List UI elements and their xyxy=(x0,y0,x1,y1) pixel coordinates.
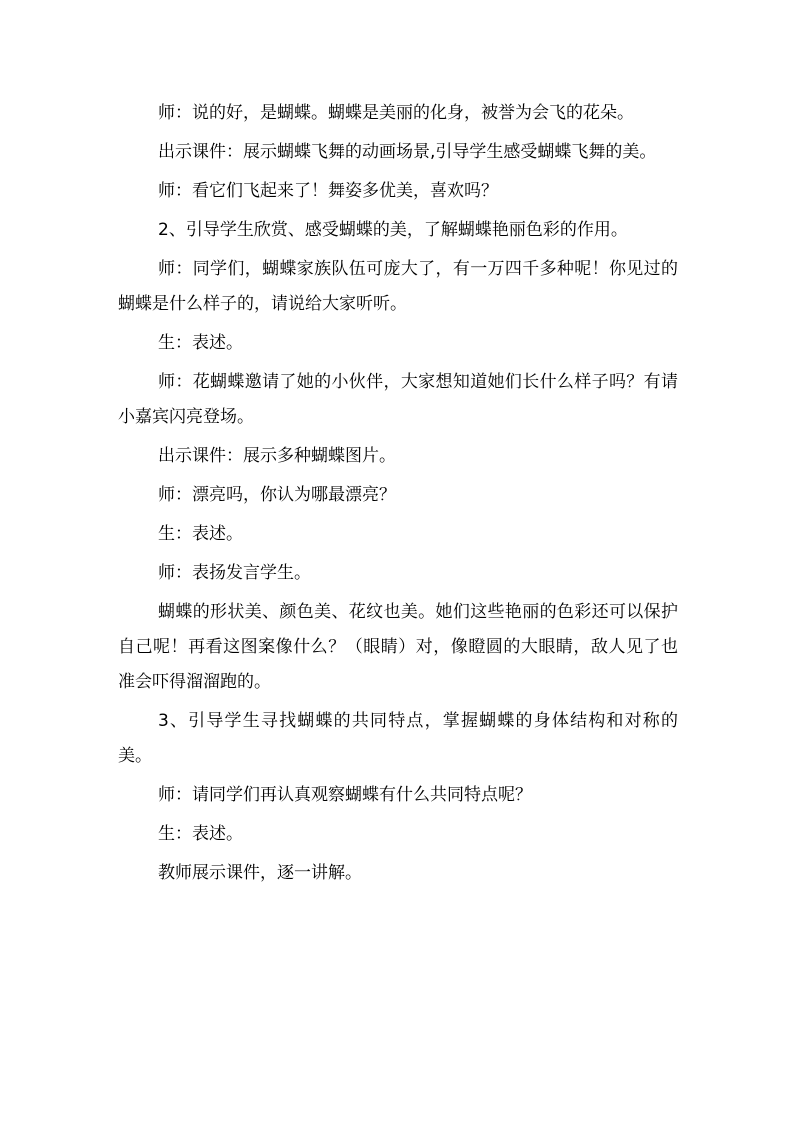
paragraph-9: 师：漂亮吗，你认为哪最漂亮？ xyxy=(158,485,396,505)
paragraph-11: 师：表扬发言学生。 xyxy=(158,563,311,583)
paragraph-15: 生：表述。 xyxy=(158,824,243,844)
paragraph-13: 3、引导学生寻找蝴蝶的共同特点，掌握蝴蝶的身体结构和对称的美。 xyxy=(118,711,678,766)
paragraph-12: 蝴蝶的形状美、颜色美、花纹也美。她们这些艳丽的色彩还可以保护自己呢！再看这图案像什么？（眼睛）对，像瞪圆的大眼睛，敌人见了也准会吓得溜溜跑的。 xyxy=(118,602,678,692)
paragraph-7: 师：花蝴蝶邀请了她的小伙伴，大家想知道她们长什么样子吗？有请小嘉宾闪亮登场。 xyxy=(118,372,678,427)
paragraph-4: 2、引导学生欣赏、感受蝴蝶的美，了解蝴蝶艳丽色彩的作用。 xyxy=(158,220,628,240)
document-body xyxy=(118,96,678,891)
paragraph-2: 出示课件：展示蝴蝶飞舞的动画场景,引导学生感受蝴蝶飞舞的美。 xyxy=(158,142,657,162)
paragraph-3: 师：看它们飞起来了！舞姿多优美，喜欢吗？ xyxy=(158,181,498,201)
paragraph-5: 师：同学们，蝴蝶家族队伍可庞大了，有一万四千多种呢！你见过的蝴蝶是什么样子的，请说给大家听听。 xyxy=(118,259,678,314)
paragraph-8: 出示课件：展示多种蝴蝶图片。 xyxy=(158,446,396,466)
paragraph-10: 生：表述。 xyxy=(158,524,243,544)
paragraph-1: 师：说的好，是蝴蝶。蝴蝶是美丽的化身，被誉为会飞的花朵。 xyxy=(158,103,634,123)
paragraph-16: 教师展示课件，逐一讲解。 xyxy=(158,863,362,883)
paragraph-6: 生：表述。 xyxy=(158,333,243,353)
paragraph-14: 师：请同学们再认真观察蝴蝶有什么共同特点呢？ xyxy=(158,785,532,805)
